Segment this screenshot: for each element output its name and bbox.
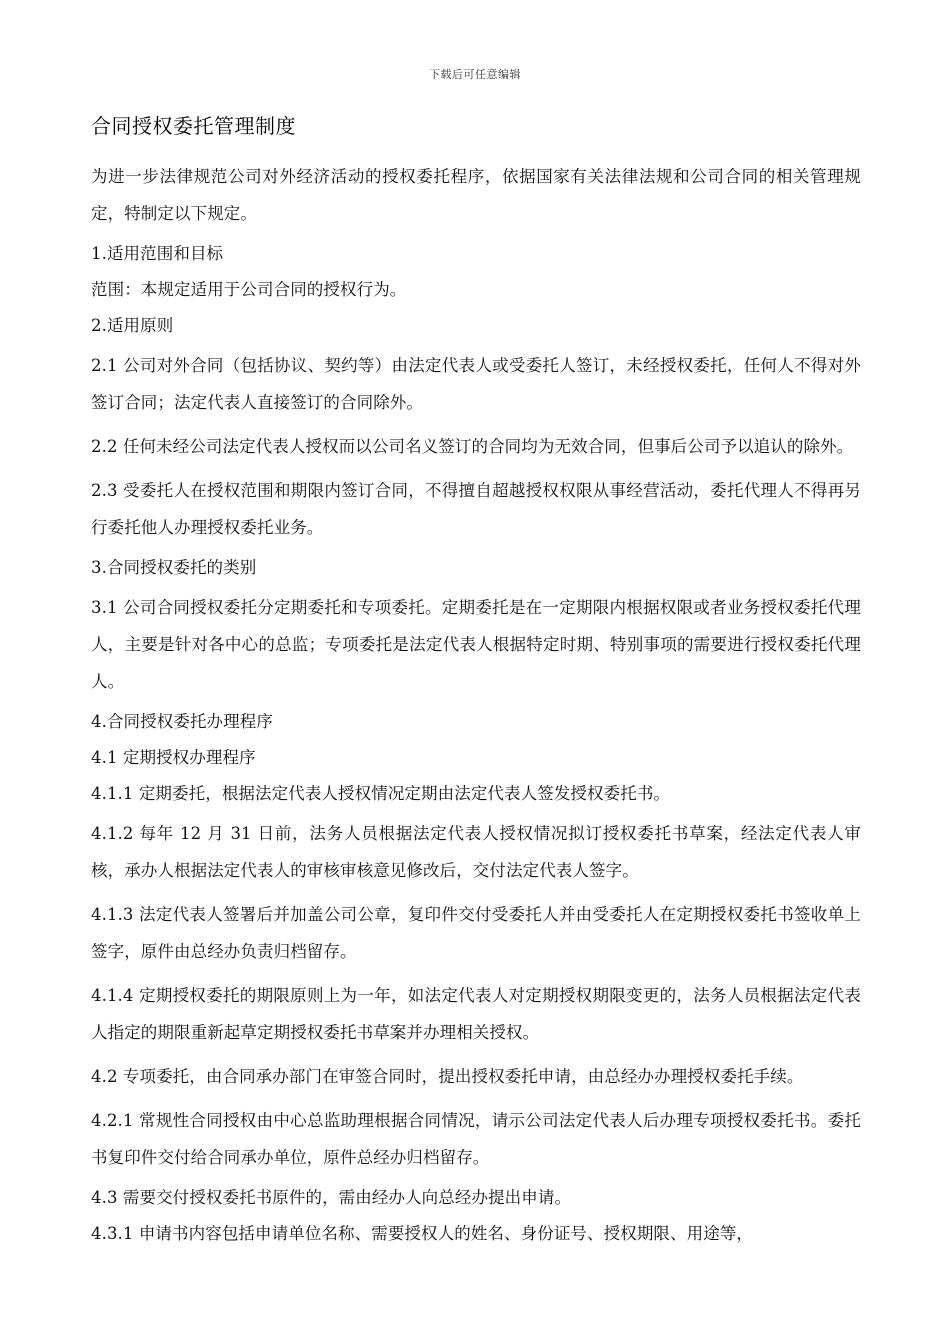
clause-4-1: 4.1 定期授权办理程序: [91, 748, 256, 767]
clause-2-2: 2.2 任何未经公司法定代表人授权而以公司名义签订的合同均为无效合同，但事后公司予以追认的除外。: [91, 437, 854, 456]
clause-2-1: 2.1 公司对外合同（包括协议、契约等）由法定代表人或受委托人签订，未经授权委托，任何人不得对外签订合同；法定代表人直接签订的合同除外。: [91, 356, 861, 412]
clause-4-1-2: 4.1.2 每年 12 月 31 日前，法务人员根据法定代表人授权情况拟订授权委托书草案，经法定代表人审核，承办人根据法定代表人的审核审核意见修改后，交付法定代表人签字。: [91, 824, 861, 880]
document-title: 合同授权委托管理制度: [91, 114, 296, 138]
paragraph-intro: 为进一步法律规范公司对外经济活动的授权委托程序，依据国家有关法律法规和公司合同的相关管理规定，特制定以下规定。: [91, 167, 861, 223]
header-note: 下载后可任意编辑: [429, 68, 521, 81]
section-heading-2: 2.适用原则: [91, 316, 174, 335]
clause-2-3: 2.3 受委托人在授权范围和期限内签订合同，不得擅自超越授权权限从事经营活动，委托代理人不得再另行委托他人办理授权委托业务。: [91, 481, 861, 537]
clause-4-1-1: 4.1.1 定期委托，根据法定代表人授权情况定期由法定代表人签发授权委托书。: [91, 784, 671, 803]
clause-4-3-1: 4.3.1 申请书内容包括申请单位名称、需要授权人的姓名、身份证号、授权期限、用途等，: [91, 1224, 754, 1243]
clause-4-2-1: 4.2.1 常规性合同授权由中心总监助理根据合同情况，请示公司法定代表人后办理专项授权委托书。委托书复印件交付给合同承办单位，原件总经办归档留存。: [91, 1111, 861, 1167]
clause-4-1-4: 4.1.4 定期授权委托的期限原则上为一年，如法定代表人对定期授权期限变更的，法务人员根据法定代表人指定的期限重新起草定期授权委托书草案并办理相关授权。: [91, 986, 861, 1042]
section-heading-3: 3.合同授权委托的类别: [91, 558, 257, 577]
section-heading-1: 1.适用范围和目标: [91, 244, 224, 263]
document-body: [91, 158, 861, 1255]
clause-4-3: 4.3 需要交付授权委托书原件的，需由经办人向总经办提出申请。: [91, 1188, 572, 1207]
paragraph-scope: 范围：本规定适用于公司合同的授权行为。: [91, 280, 407, 299]
clause-4-1-3: 4.1.3 法定代表人签署后并加盖公司公章，复印件交付受委托人并由受委托人在定期授权委托书签收单上签字，原件由总经办负责归档留存。: [91, 905, 861, 961]
clause-4-2: 4.2 专项委托，由合同承办部门在审签合同时，提出授权委托申请，由总经办办理授权委托手续。: [91, 1067, 804, 1086]
section-heading-4: 4.合同授权委托办理程序: [91, 712, 273, 731]
clause-3-1: 3.1 公司合同授权委托分定期委托和专项委托。定期委托是在一定期限内根据权限或者业务授权委托代理人，主要是针对各中心的总监；专项委托是法定代表人根据特定时期、特别事项的需要进行授权委托代理人。: [91, 598, 861, 691]
